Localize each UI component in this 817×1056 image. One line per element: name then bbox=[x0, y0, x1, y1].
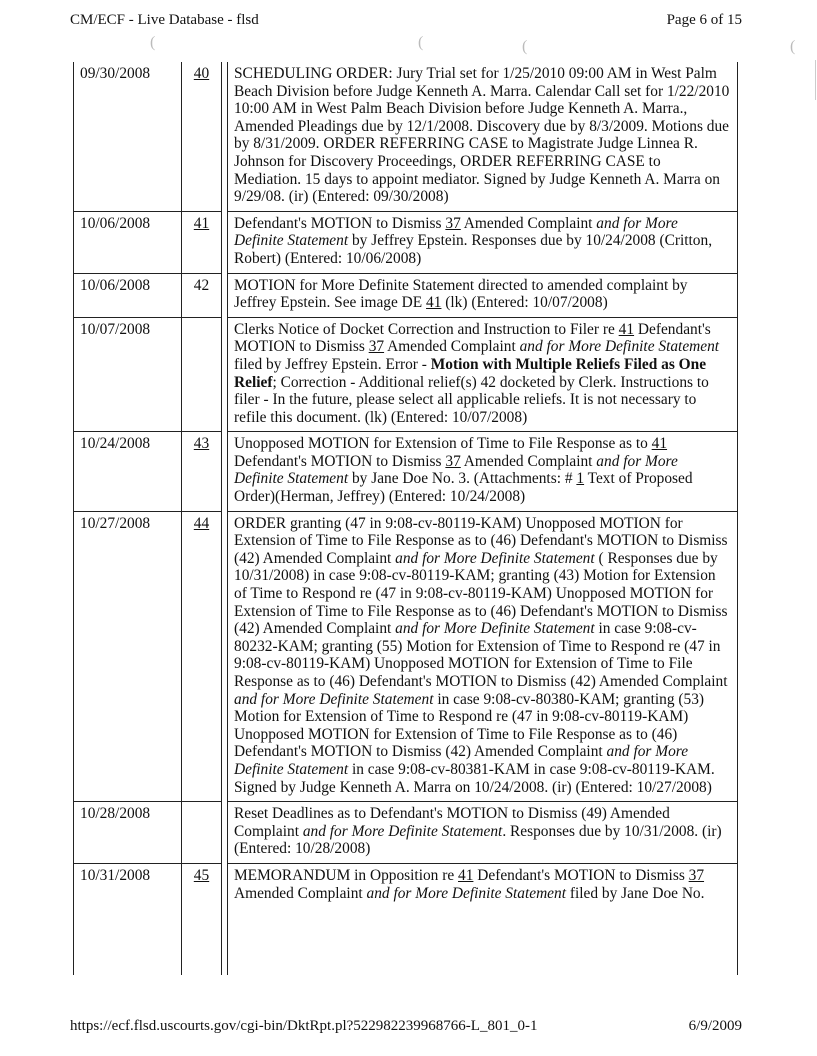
docket-date: 10/06/2008 bbox=[74, 211, 182, 273]
docket-text-part: and for More Definite Statement bbox=[234, 690, 434, 708]
docket-body bbox=[74, 62, 738, 975]
docket-text-part: Unopposed MOTION for Extension of Time to File Response as to bbox=[234, 435, 652, 453]
docket-table bbox=[73, 62, 738, 975]
docket-number-link: 42 bbox=[193, 276, 210, 294]
docket-text-part: Amended Complaint bbox=[460, 452, 597, 470]
docket-text-part: MOTION for More Definite Statement directed to amended complaint by Jeffrey Epstein. See image DE bbox=[234, 276, 688, 312]
docket-text bbox=[228, 62, 738, 211]
docket-number-cell bbox=[182, 511, 222, 802]
docket-number-link[interactable]: 41 bbox=[193, 214, 210, 232]
docket-text-part: in case 9:08-cv-80232-KAM; granting (55) Motion for Extension of Time to Respond re (47 in 9:08-cv-80119-KAM) Unopposed MOTION for Extension of Time to File Response as to (46) Defendant's MOTION to Dismiss (42) Amended Complaint bbox=[234, 620, 728, 690]
docket-text-part: Amended Complaint bbox=[460, 214, 597, 232]
docket-text-part: by Jeffrey Epstein. Responses due by 10/24/2008 (Critton, Robert) (Entered: 10/06/2008) bbox=[234, 232, 713, 267]
docket-text-part: filed by Jeffrey Epstein. Error - bbox=[234, 355, 431, 373]
docket-text-part: Amended Complaint bbox=[384, 338, 520, 356]
docket-text-part: in case 9:08-cv-80381-KAM in case 9:08-cv-80119-KAM. Signed by Judge Kenneth A. Marra on 10/24/2008. (ir) (Entered: 10/27/2008) bbox=[234, 760, 715, 796]
docket-date: 10/31/2008 bbox=[74, 863, 182, 975]
docket-text-part: Defendant's MOTION to Dismiss bbox=[234, 214, 446, 232]
docket-number-cell bbox=[182, 273, 222, 317]
docket-text-part: and for More Definite Statement bbox=[519, 338, 720, 356]
docket-number-cell bbox=[182, 802, 222, 864]
docket-date: 10/24/2008 bbox=[74, 432, 182, 511]
docket-text bbox=[228, 863, 738, 975]
docket-date: 10/06/2008 bbox=[74, 273, 182, 317]
docket-text bbox=[228, 211, 738, 273]
docket-text-part: Motion with Multiple Reliefs Filed as One Relief bbox=[234, 355, 707, 391]
docket-reference-link[interactable]: 37 bbox=[445, 452, 461, 470]
scan-mark: ( bbox=[418, 34, 424, 51]
docket-row bbox=[74, 62, 738, 211]
docket-number-link[interactable]: 44 bbox=[193, 514, 210, 532]
docket-text-part: Defendant's MOTION to Dismiss bbox=[234, 320, 711, 356]
docket-reference-link[interactable]: 1 bbox=[576, 470, 585, 488]
docket-text-part: ( Responses due by 10/31/2008) in case 9:08-cv-80119-KAM; granting (43) Motion for Extension of Time to Respond re (47 in 9:08-cv-80119-KAM) Unopposed MOTION for Extension of Time to File Response as to (46) Defendant's MOTION to Dismiss (42) Amended Complaint bbox=[234, 549, 728, 638]
docket-text-part: (lk) (Entered: 10/07/2008) bbox=[441, 294, 608, 312]
docket-number-cell bbox=[182, 211, 222, 273]
docket-date: 09/30/2008 bbox=[74, 62, 182, 211]
docket-text bbox=[228, 511, 738, 802]
footer-url: https://ecf.flsd.uscourts.gov/cgi-bin/DktRpt.pl?522982239968766-L_801_0-1 bbox=[70, 1018, 538, 1034]
docket-text-part: ; Correction - Additional relief(s) 42 docketed by Clerk. Instructions to filer - In the future, please select all applicable reliefs. It is not necessary to refile this document. (lk) (Entered: 10/07/2008) bbox=[234, 373, 709, 426]
docket-text-part: filed by Jane Doe No. bbox=[566, 884, 705, 902]
docket-text-part: SCHEDULING ORDER: Jury Trial set for 1/25/2010 09:00 AM in West Palm Beach Division before Judge Kenneth A. Marra. Calendar Call set for 1/22/2010 10:00 AM in West Palm Beach Division before Judge Kenneth A. Marra., Amended Pleadings due by 12/1/2008. Discovery due by 8/3/2009. Motions due by 8/31/2009. ORDER REFERRING CASE to Magistrate Judge Linnea R. Johnson for Discovery Proceedings, ORDER REFERRING CASE to Mediation. 15 days to appoint mediator. Signed by Judge Kenneth A. Marra on 9/29/08. (ir) (Entered: 09/30/2008) bbox=[234, 65, 730, 206]
docket-text-part: Defendant's MOTION to Dismiss bbox=[234, 452, 446, 470]
docket-date: 10/27/2008 bbox=[74, 511, 182, 802]
docket-reference-link[interactable]: 37 bbox=[368, 338, 385, 356]
docket-reference-link[interactable]: 41 bbox=[426, 294, 442, 312]
docket-text bbox=[228, 802, 738, 864]
docket-reference-link[interactable]: 37 bbox=[445, 214, 461, 232]
docket-number-cell bbox=[182, 62, 222, 211]
docket-row bbox=[74, 273, 738, 317]
docket-date: 10/28/2008 bbox=[74, 802, 182, 864]
scan-mark: ( bbox=[522, 38, 528, 55]
docket-row bbox=[74, 863, 738, 975]
scan-mark: ( bbox=[790, 38, 796, 55]
docket-reference-link[interactable]: 37 bbox=[688, 866, 705, 884]
docket-text-part: MEMORANDUM in Opposition re bbox=[234, 866, 459, 884]
docket-text-part: Amended Complaint bbox=[234, 884, 367, 902]
docket-number-link[interactable]: 43 bbox=[193, 435, 210, 453]
docket-reference-link[interactable]: 41 bbox=[618, 320, 635, 338]
scan-line bbox=[815, 60, 816, 100]
docket-row bbox=[74, 432, 738, 511]
docket-text bbox=[228, 273, 738, 317]
page-header-title: CM/ECF - Live Database - flsd bbox=[70, 12, 259, 28]
footer-date: 6/9/2009 bbox=[688, 1018, 742, 1034]
docket-text-part: and for More Definite Statement bbox=[302, 822, 503, 840]
docket-text-part: Clerks Notice of Docket Correction and Instruction to Filer re bbox=[234, 320, 619, 338]
docket-row bbox=[74, 511, 738, 802]
docket-text-part: and for More Definite Statement bbox=[395, 620, 595, 638]
docket-text-part: and for More Definite Statement bbox=[234, 452, 678, 488]
docket-number-cell bbox=[182, 317, 222, 432]
page-number: Page 6 of 15 bbox=[666, 12, 742, 28]
docket-number-cell bbox=[182, 863, 222, 975]
docket-date: 10/07/2008 bbox=[74, 317, 182, 432]
docket-text-part: Reset Deadlines as to Defendant's MOTION to Dismiss (49) Amended Complaint bbox=[234, 805, 670, 840]
docket-reference-link[interactable]: 41 bbox=[458, 866, 474, 884]
docket-text-part: . Responses due by 10/31/2008. (ir) (Entered: 10/28/2008) bbox=[234, 822, 722, 858]
docket-row bbox=[74, 802, 738, 864]
docket-text-part: and for More Definite Statement bbox=[234, 743, 689, 778]
docket-text-part: and for More Definite Statement bbox=[395, 549, 595, 567]
docket-text-part: and for More Definite Statement bbox=[234, 214, 678, 250]
docket-row bbox=[74, 211, 738, 273]
docket-reference-link[interactable]: 41 bbox=[651, 435, 668, 453]
docket-text-part: Text of Proposed Order)(Herman, Jeffrey) (Entered: 10/24/2008) bbox=[234, 470, 693, 506]
docket-text-part: and for More Definite Statement bbox=[366, 884, 566, 902]
docket-number-link[interactable]: 45 bbox=[193, 866, 210, 884]
docket-number-cell bbox=[182, 432, 222, 511]
docket-text-part: ORDER granting (47 in 9:08-cv-80119-KAM) Unopposed MOTION for Extension of Time to File Response as to (46) Defendant's MOTION to Dismiss (42) Amended Complaint bbox=[234, 514, 728, 567]
docket-text-part: Defendant's MOTION to Dismiss bbox=[473, 866, 689, 884]
docket-text-part: by Jane Doe No. 3. (Attachments: # bbox=[348, 470, 577, 488]
docket-row bbox=[74, 317, 738, 432]
docket-text-part: in case 9:08-cv-80380-KAM; granting (53) Motion for Extension of Time to Respond re (47 in 9:08-cv-80119-KAM) Unopposed MOTION for Extension of Time to File Response as to (46) Defendant's MOTION to Dismiss (42) Amended Complaint bbox=[234, 690, 705, 761]
scan-mark: ( bbox=[150, 34, 156, 51]
docket-number-link[interactable]: 40 bbox=[193, 65, 210, 82]
docket-text bbox=[228, 317, 738, 432]
docket-text bbox=[228, 432, 738, 511]
